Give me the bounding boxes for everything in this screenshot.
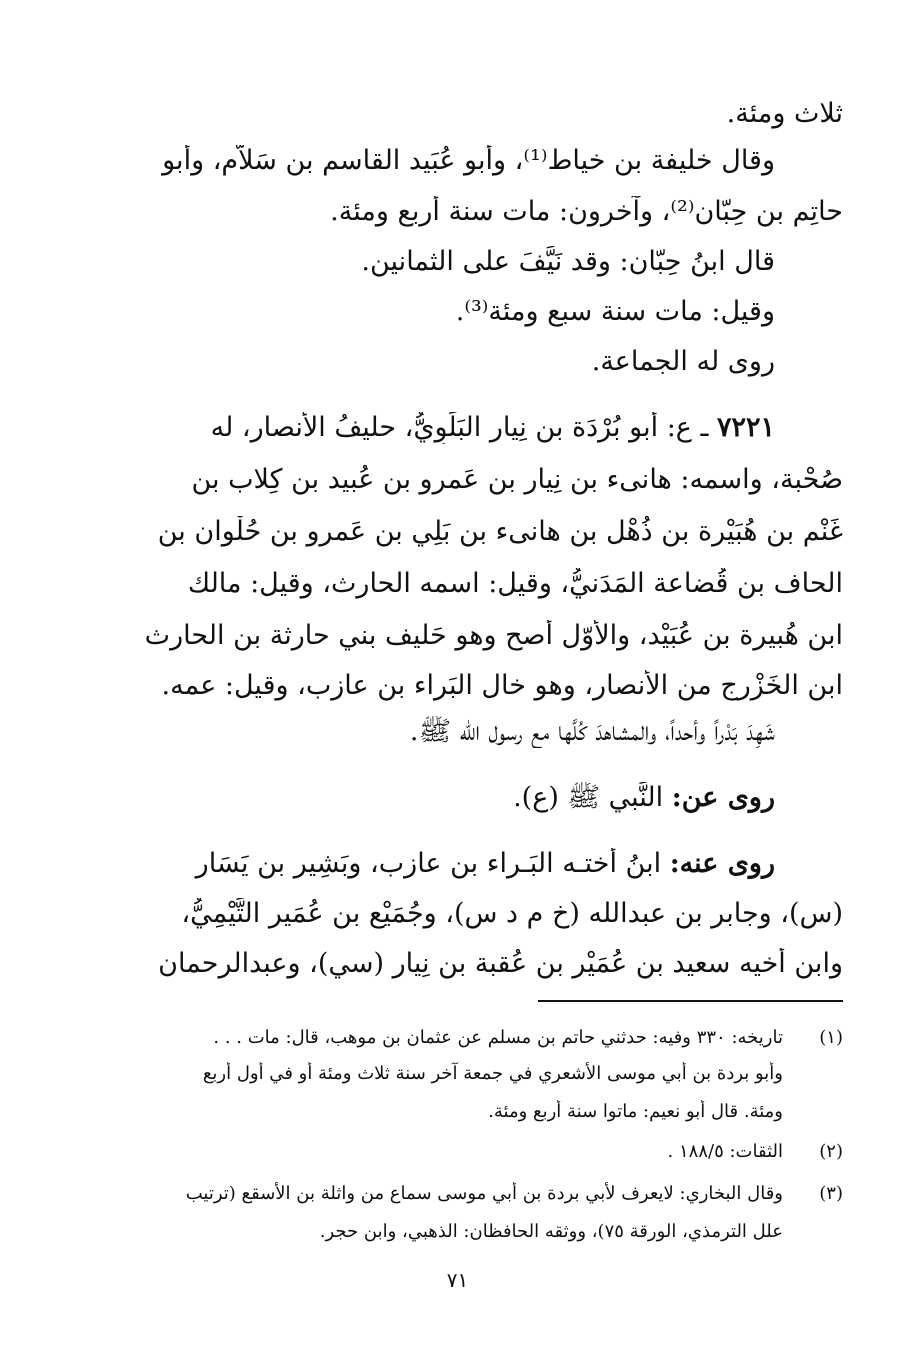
footnote-2 xyxy=(130,1140,843,1163)
footnote-text: تاريخه: ٣٣٠ وفيه: حدثني حاتم بن مسلم عن عثمان بن موهب، قال: مات . . . xyxy=(213,1027,783,1048)
rawa-an-label: روى عن: xyxy=(671,782,775,813)
footnote-number: (١) xyxy=(819,1027,843,1048)
entry-number: ٧٢٢١ xyxy=(716,412,775,443)
text-line: ابن هُبيرة بن عُبَيْد، والأوّل أصح وهو حَليف بني حارثة بن الحارث xyxy=(144,620,843,651)
footnote-number: (٣) xyxy=(819,1183,843,1204)
footnote-number: (٢) xyxy=(819,1141,843,1162)
footnote-continuation: وأبو بردة بن أبي موسى الأشعري في جمعة آخر سنة ثلاث ومئة أو في أول أربع xyxy=(202,1063,783,1084)
text-line: ثلاث ومئة. xyxy=(726,98,843,129)
entry-heading-text: ـ ع: أبو بُرْدَة بن نِيار البَلَوِيُّ، حليفُ الأنصار، له xyxy=(210,412,717,443)
rawa-anhu-text: ابنُ أختـه البَـراء بن عازب، وبَشِير بن يَسَار xyxy=(195,848,670,879)
text-line: وابن أخيه سعيد بن عُمَيْر بن عُقبة بن نِيار (سي)، وعبدالرحمان xyxy=(158,948,843,979)
text-line: وقيل: مات سنة سبع ومئة⁽³⁾. xyxy=(455,296,775,327)
text-line: غَنْم بن هُبَيْرة بن ذُهْل بن هانىء بن بَلِي بن عَمرو بن حُلْوان بن xyxy=(157,516,843,547)
footnote-continuation: علل الترمذي، الورقة ٧٥)، ووثقه الحافظان: الذهبي، وابن حجر. xyxy=(319,1221,783,1242)
text-line: شَهِدَ بَدْراً وأحداً، والمشاهدَ كُلَّها مع رسول الله ﷺ. xyxy=(409,716,775,747)
footnote-3 xyxy=(130,1182,843,1205)
text-line: صُحْبة، واسمه: هانىء بن نِيار بن عَمرو بن عُبيد بن كِلاب بن xyxy=(191,464,843,495)
text-line: حاتِم بن حِبّان⁽²⁾، وآخرون: مات سنة أربع ومئة. xyxy=(330,196,843,227)
footnote-separator xyxy=(538,1000,843,1002)
text-line: الحاف بن قُضاعة المَدَنيُّ، وقيل: اسمه الحارث، وقيل: مالك xyxy=(187,568,843,599)
page-number: ٧١ xyxy=(446,1268,469,1292)
rawa-anhu-line xyxy=(138,848,775,880)
footnote-text: الثقات: ١٨٨/٥ . xyxy=(667,1141,783,1162)
rawa-anhu-label: روى عنه: xyxy=(669,848,775,879)
text-line: (س)، وجابر بن عبدالله (خ م د س)، وجُمَيْع بن عُمَير التَّيْمِيُّ، xyxy=(181,898,843,929)
footnote-text: وقال البخاري: لايعرف لأبي بردة بن أبي موسى سماع من واثلة بن الأسقع (ترتيب xyxy=(185,1183,783,1204)
text-line: قال ابنُ حِبّان: وقد نَيَّفَ على الثمانين. xyxy=(361,246,775,277)
entry-heading-line xyxy=(138,412,775,444)
text-line: ابن الخَزْرج من الأنصار، وهو خال البَراء بن عازب، وقيل: عمه. xyxy=(161,670,843,701)
text-line: وقال خليفة بن خياط⁽¹⁾، وأبو عُبَيد القاسم بن سَلاَّم، وأبو xyxy=(162,145,775,176)
rawa-an-text: النَّبي ﷺ (ع). xyxy=(513,782,672,813)
footnote-continuation: ومئة. قال أبو نعيم: ماتوا سنة أربع ومئة. xyxy=(488,1101,783,1122)
text-line: روى له الجماعة. xyxy=(591,346,775,377)
rawa-an-line xyxy=(138,782,775,814)
footnote-1 xyxy=(130,1026,843,1049)
